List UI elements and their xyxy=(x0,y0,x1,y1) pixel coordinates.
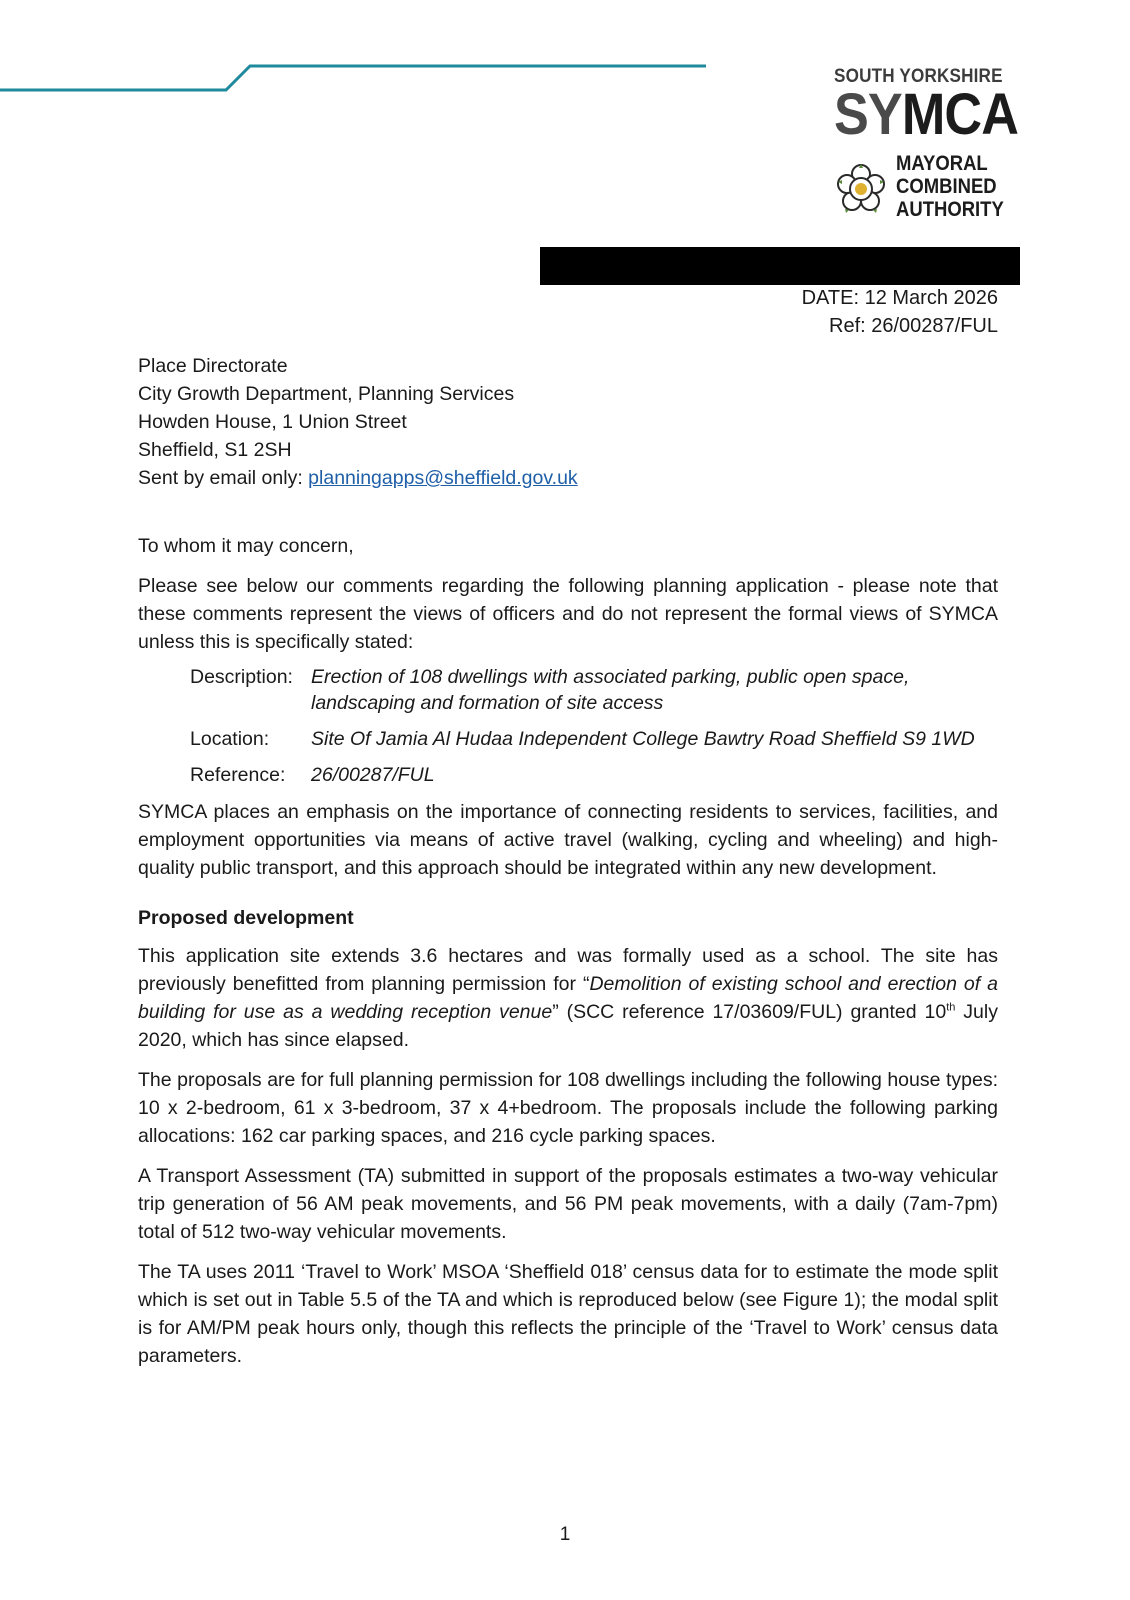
letter-date: DATE: 12 March 2026 xyxy=(801,287,998,309)
letter-reference: Ref: 26/00287/FUL xyxy=(829,315,998,337)
logo-acronym-mca: MCA xyxy=(901,82,1019,147)
section-heading: Proposed development xyxy=(138,907,354,929)
paragraph-proposals: The proposals are for full planning permission for 108 dwellings including the following house types: 10 x 2-bedroom, 61 x 3-bedroom, 37 x 4+bedroom. The proposals include the following parking allocations: 162 car parking spaces, and 216 cycle parking spaces. xyxy=(138,1069,998,1147)
logo-line-combined: COMBINED xyxy=(896,175,997,198)
paragraph-mode-split: The TA uses 2011 ‘Travel to Work’ MSOA ‘Sheffield 018’ census data for to estimate the mode split which is set out in Table 5.5 of the TA and which is reproduced below (see Figure 1); the modal split is for AM/PM peak hours only, though this reflects the principle of the ‘Travel to Work’ census data parameters. xyxy=(138,1261,998,1367)
paragraph-text: This application site extends 3.6 hectares and was formally used as a school. The site has previously benefitted from planning permission for “ xyxy=(138,945,998,995)
emphasis-paragraph: SYMCA places an emphasis on the importance of connecting residents to services, facilities, and employment opportunities via means of active travel (walking, cycling and wheeling) and high-quality public transport, and this approach should be integrated within any new development. xyxy=(138,801,998,879)
header-accent-line xyxy=(0,0,720,100)
logo-line-authority: AUTHORITY xyxy=(896,198,1004,221)
address-line: Place Directorate xyxy=(138,355,288,377)
logo-authority-text xyxy=(896,152,1004,221)
detail-row xyxy=(190,762,998,798)
quoted-application: Demolition of existing school and erection of a building for use as a wedding reception venue xyxy=(138,973,998,1023)
logo-region-text: SOUTH YORKSHIRE xyxy=(834,66,1003,87)
detail-label: Description: xyxy=(190,666,293,688)
paragraph-transport: A Transport Assessment (TA) submitted in support of the proposals estimates a two-way vehicular trip generation of 56 AM peak movements, and 56 PM peak movements, with a daily (7am-7pm) total of 512 two-way vehicular movements. xyxy=(138,1165,998,1243)
address-line: City Growth Department, Planning Services xyxy=(138,383,515,405)
address-line: Sheffield, S1 2SH xyxy=(138,439,292,461)
paragraph-text: ” (SCC reference 17/03609/FUL) granted 10 xyxy=(552,1001,947,1023)
email-line xyxy=(138,464,998,492)
detail-label: Location: xyxy=(190,728,270,750)
ordinal-suffix: th xyxy=(946,1001,956,1014)
intro-paragraph: Please see below our comments regarding the following planning application - please note that these comments represent the views of officers and do not represent the formal views of SYMCA unless this is specifically stated: xyxy=(138,575,998,653)
detail-value: Erection of 108 dwellings with associated parking, public open space, landscaping and formation of site access xyxy=(311,666,910,714)
redaction-bar xyxy=(540,247,1020,285)
email-link[interactable]: planningapps@sheffield.gov.uk xyxy=(308,467,578,489)
recipient-address xyxy=(138,352,998,492)
logo-acronym-sy: SY xyxy=(834,82,902,147)
letter-meta xyxy=(802,284,998,340)
yorkshire-rose-icon xyxy=(834,162,888,216)
page-number: 1 xyxy=(559,1524,571,1545)
logo-line-mayoral: MAYORAL xyxy=(896,152,988,175)
application-details xyxy=(190,664,998,798)
paragraph-text: July 2020, which has since elapsed. xyxy=(138,1001,998,1051)
letter-body xyxy=(138,352,998,1370)
detail-value: Site Of Jamia Al Hudaa Independent College Bawtry Road Sheffield S9 1WD xyxy=(311,728,975,750)
detail-label: Reference: xyxy=(190,764,286,786)
logo-acronym xyxy=(834,82,1018,148)
email-prefix: Sent by email only: xyxy=(138,467,309,489)
detail-value: 26/00287/FUL xyxy=(311,764,435,786)
salutation: To whom it may concern, xyxy=(138,535,354,557)
detail-row xyxy=(190,726,998,762)
address-line: Howden House, 1 Union Street xyxy=(138,411,407,433)
detail-row xyxy=(190,664,998,726)
paragraph-site xyxy=(138,942,998,1054)
